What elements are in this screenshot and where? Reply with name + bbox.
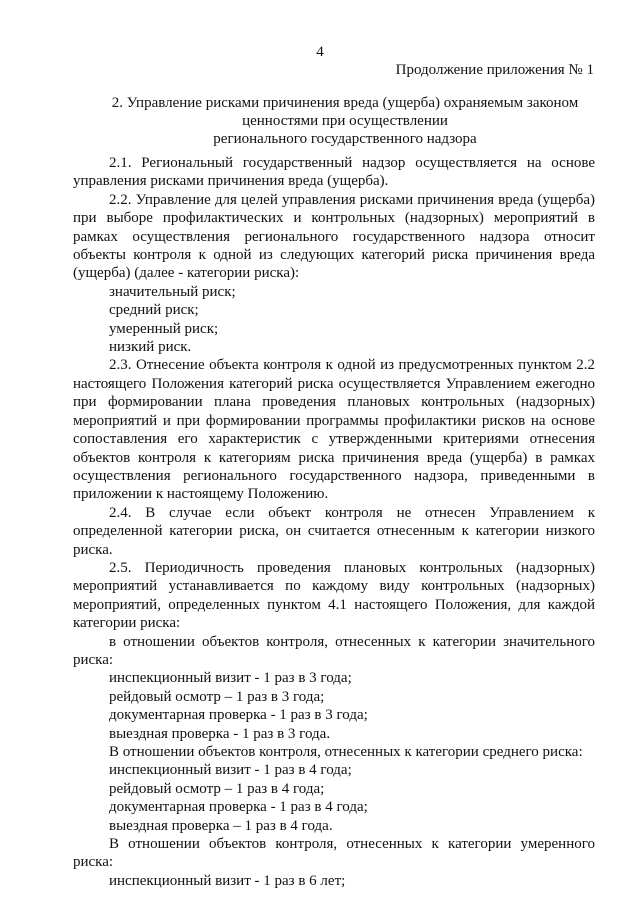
risk-category-item: умеренный риск; bbox=[109, 320, 219, 337]
paragraph-2-5: 2.5. Периодичность проведения плановых контрольных (надзорных) мероприятий устанавливается по каждому виду контрольных (надзорных) мероприятий, определенных пунктом 4.1 настоящего Положения, для каждой категории риска: bbox=[73, 559, 595, 632]
heading-line-3: регионального государственного надзора bbox=[213, 131, 477, 147]
medium-risk-intro: В отношении объектов контроля, отнесенных к категории среднего риска: bbox=[109, 744, 583, 760]
significant-risk-item: рейдовый осмотр – 1 раз в 3 года; bbox=[109, 688, 325, 705]
significant-risk-intro: в отношении объектов контроля, отнесенных к категории значительного риска: bbox=[73, 633, 595, 668]
medium-risk-item: рейдовый осмотр – 1 раз в 4 года; bbox=[109, 780, 325, 797]
paragraph-2-3: 2.3. Отнесение объекта контроля к одной из предусмотренных пунктом 2.2 настоящего Положения категорий риска осуществляется Управлением ежегодно при формировании плана проведения плановых контрольных (надзорных) мероприятий и при формировании программы профилактики рисков на основе сопоставления его характеристик с утвержденными критериями отнесения объектов контроля к категориям риска причинения вреда (ущерба) в рамках осуществления регионального государственного надзора, приведенными в приложении к настоящему Положению. bbox=[73, 357, 595, 503]
risk-category-item: низкий риск. bbox=[109, 339, 192, 356]
significant-risk-item: документарная проверка - 1 раз в 3 года; bbox=[109, 707, 368, 724]
heading-line-2: ценностями при осуществлении bbox=[242, 113, 448, 129]
appendix-note: Продолжение приложения № 1 bbox=[395, 62, 594, 78]
section-heading bbox=[100, 94, 590, 148]
significant-risk-item: инспекционный визит - 1 раз в 3 года; bbox=[109, 670, 352, 687]
risk-category-item: значительный риск; bbox=[109, 283, 236, 300]
document-body bbox=[73, 154, 595, 890]
moderate-risk-intro: В отношении объектов контроля, отнесенных к категории умеренного риска: bbox=[73, 836, 595, 871]
paragraph-2-1: 2.1. Региональный государственный надзор осуществляется на основе управления рисками причинения вреда (ущерба). bbox=[73, 155, 595, 190]
risk-category-item: средний риск; bbox=[109, 302, 199, 319]
paragraph-2-2: 2.2. Управление для целей управления рисками причинения вреда (ущерба) при выборе профилактических и контрольных (надзорных) мероприятий в рамках осуществления регионального государственного надзора относит объекты контроля к одной из следующих категорий риска причинения вреда (ущерба) (далее - категории риска): bbox=[73, 191, 595, 282]
medium-risk-item: выездная проверка – 1 раз в 4 года. bbox=[109, 817, 333, 834]
paragraph-2-4: 2.4. В случае если объект контроля не отнесен Управлением к определенной категории риска, он считается отнесенным к категории низкого риска. bbox=[73, 504, 595, 558]
heading-line-1: 2. Управление рисками причинения вреда (ущерба) охраняемым законом bbox=[111, 95, 579, 111]
medium-risk-item: инспекционный визит - 1 раз в 4 года; bbox=[109, 762, 352, 779]
significant-risk-item: выездная проверка - 1 раз в 3 года. bbox=[109, 725, 331, 742]
medium-risk-item: документарная проверка - 1 раз в 4 года; bbox=[109, 799, 368, 816]
moderate-risk-item: инспекционный визит - 1 раз в 6 лет; bbox=[109, 872, 346, 889]
page-number: 4 bbox=[316, 44, 324, 60]
